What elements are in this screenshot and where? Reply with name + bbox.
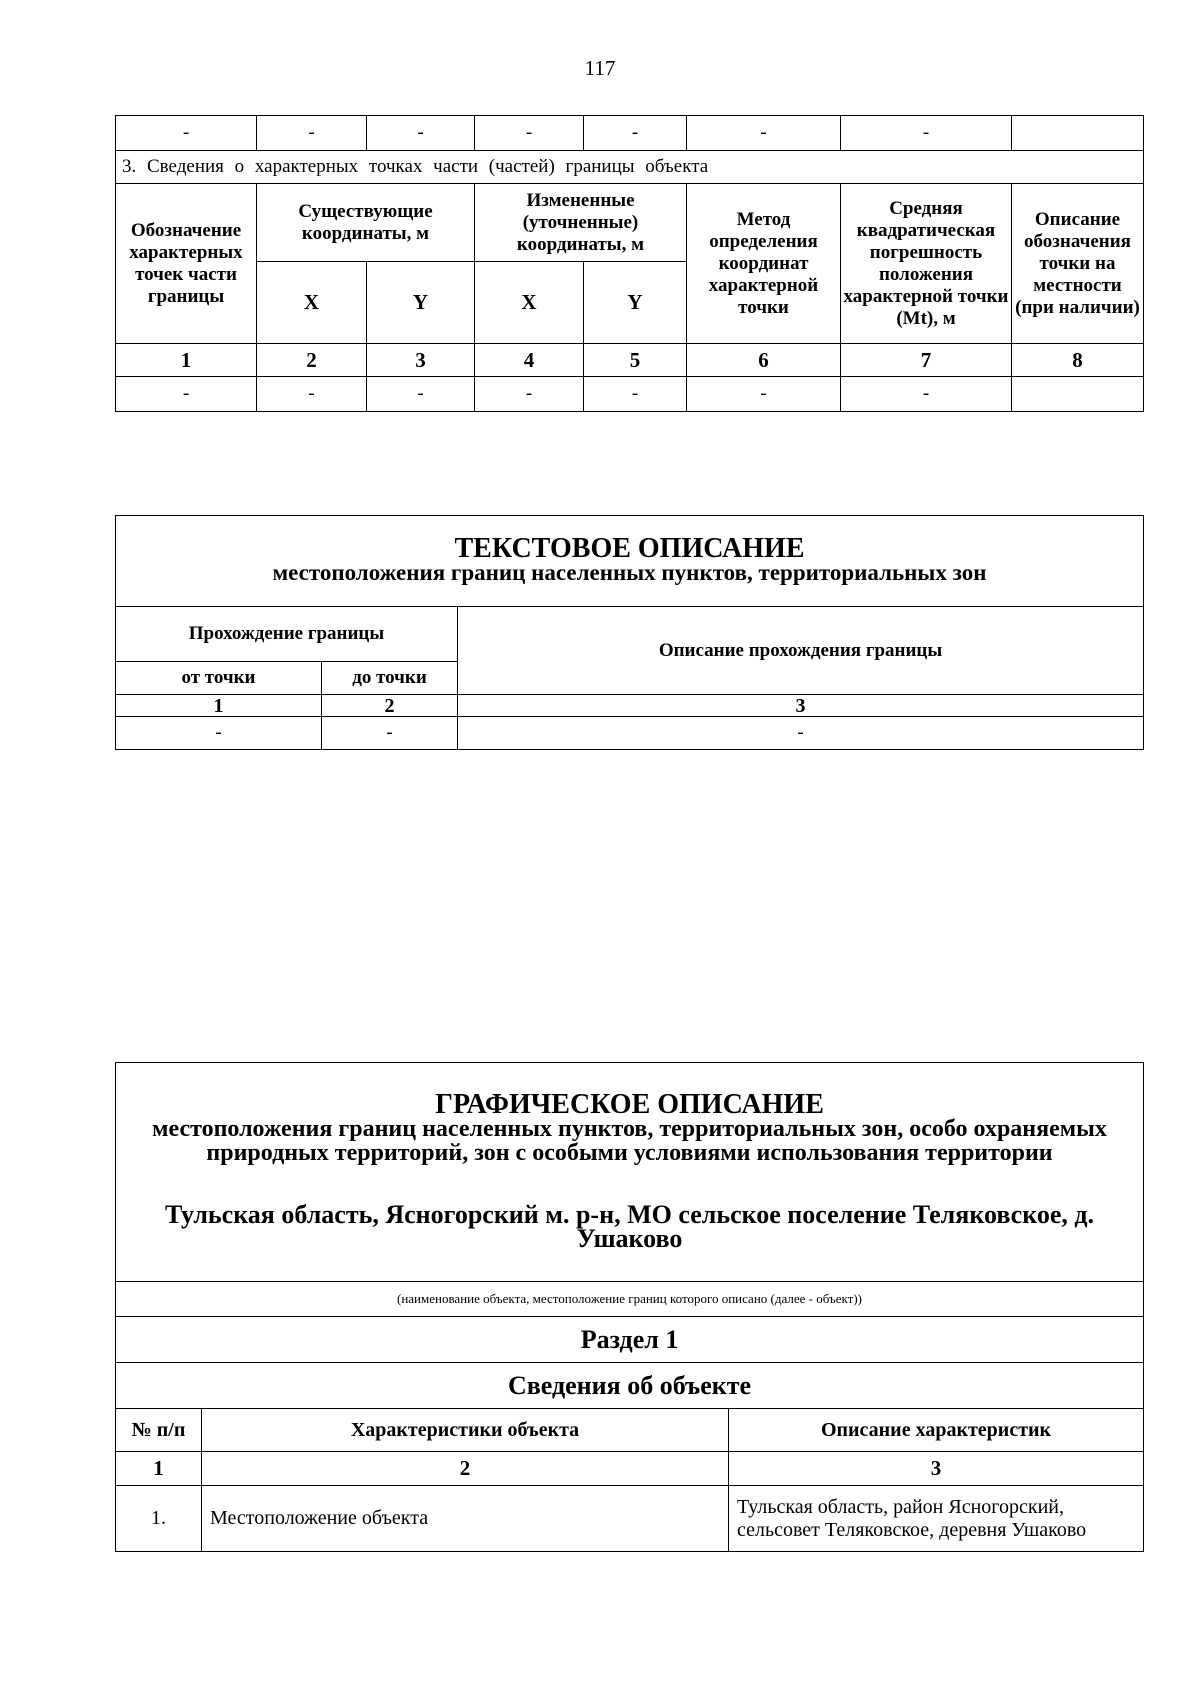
column-numbers-row — [116, 695, 1144, 717]
column-header: № п/п — [116, 1409, 202, 1452]
column-number: 7 — [841, 344, 1012, 377]
table-row — [116, 377, 1144, 412]
table-cell: - — [687, 377, 841, 412]
passage-header: Прохождение границы — [116, 607, 458, 662]
table-cell: - — [367, 116, 475, 151]
column-header: Характеристики объекта — [202, 1409, 729, 1452]
section-title: ГРАФИЧЕСКОЕ ОПИСАНИЕ — [435, 1089, 824, 1120]
table-cell: - — [116, 116, 257, 151]
column-header: Описание характеристик — [729, 1409, 1144, 1452]
characteristic-points-table — [115, 115, 1144, 412]
table-cell: - — [475, 116, 584, 151]
column-number: 5 — [584, 344, 687, 377]
y-header: Y — [367, 262, 475, 344]
section-title: ТЕКСТОВОЕ ОПИСАНИЕ — [454, 533, 805, 564]
page-number: 117 — [584, 56, 616, 80]
column-number: 3 — [367, 344, 475, 377]
column-number: 2 — [202, 1452, 729, 1486]
description-header: Описание обозначения точки на местности (при наличии) — [1012, 184, 1144, 344]
table-cell: - — [322, 717, 458, 750]
column-number: 1 — [116, 344, 257, 377]
column-number: 2 — [322, 695, 458, 717]
description-header: Описание прохождения границы — [458, 607, 1144, 695]
designation-header: Обозначение характерных точек части границы — [116, 184, 257, 344]
table-cell: - — [475, 377, 584, 412]
row-number: 1. — [116, 1486, 202, 1552]
description-cell: Тульская область, район Ясногорский, сельсовет Теляковское, деревня Ушаково — [729, 1486, 1144, 1552]
table-cell: - — [116, 377, 257, 412]
column-number: 1 — [116, 1452, 202, 1486]
table-cell: - — [458, 717, 1144, 750]
column-headers-row — [116, 1409, 1144, 1452]
column-number: 3 — [458, 695, 1144, 717]
column-number: 4 — [475, 344, 584, 377]
column-numbers-row — [116, 344, 1144, 377]
table-row — [116, 717, 1144, 750]
table-cell — [1012, 377, 1144, 412]
x-header: X — [257, 262, 367, 344]
error-header: Средняя квадратическая погрешность положения характерной точки (Mt), м — [841, 184, 1012, 344]
graphic-description-title-block — [116, 1063, 1144, 1282]
section-subtitle: местоположения границ населенных пунктов, территориальных зон — [272, 560, 987, 585]
table-cell: - — [257, 377, 367, 412]
characteristic-cell: Местоположение объекта — [202, 1486, 729, 1552]
column-numbers-row — [116, 1452, 1144, 1486]
section-number: Раздел 1 — [116, 1317, 1144, 1363]
graphic-description-table — [115, 1062, 1144, 1552]
table-cell: - — [841, 116, 1012, 151]
column-number: 1 — [116, 695, 322, 717]
table-cell: - — [367, 377, 475, 412]
from-point-header: от точки — [116, 662, 322, 695]
table-row — [116, 1486, 1144, 1552]
text-description-table — [115, 515, 1144, 750]
table-cell: - — [584, 377, 687, 412]
text-description-title-block — [116, 516, 1144, 607]
table-cell: - — [841, 377, 1012, 412]
object-note: (наименование объекта, местоположение границ которого описано (далее - объект)) — [116, 1282, 1144, 1317]
column-number: 8 — [1012, 344, 1144, 377]
to-point-header: до точки — [322, 662, 458, 695]
table-row — [116, 116, 1144, 151]
existing-coords-header: Существующие координаты, м — [257, 184, 475, 262]
table-cell: - — [584, 116, 687, 151]
column-number: 3 — [729, 1452, 1144, 1486]
column-number: 2 — [257, 344, 367, 377]
section-subtitle: местоположения границ населенных пунктов, территориальных зон, особо охраняемых природных территорий, зон с особыми условиями использования территории — [152, 1116, 1107, 1166]
column-number: 6 — [687, 344, 841, 377]
y-header: Y — [584, 262, 687, 344]
section-caption: 3. Сведения о характерных точках части (частей) границы объекта — [116, 151, 1144, 184]
object-location-title: Тульская область, Ясногорский м. р-н, МО сельское поселение Теляковское, д. Ушаково — [164, 1200, 1095, 1253]
table-cell — [1012, 116, 1144, 151]
changed-coords-header: Измененные (уточненные) координаты, м — [475, 184, 687, 262]
table-cell: - — [257, 116, 367, 151]
table-cell: - — [687, 116, 841, 151]
method-header: Метод определения координат характерной точки — [687, 184, 841, 344]
table-cell: - — [116, 717, 322, 750]
section-heading: Сведения об объекте — [116, 1363, 1144, 1409]
x-header: X — [475, 262, 584, 344]
